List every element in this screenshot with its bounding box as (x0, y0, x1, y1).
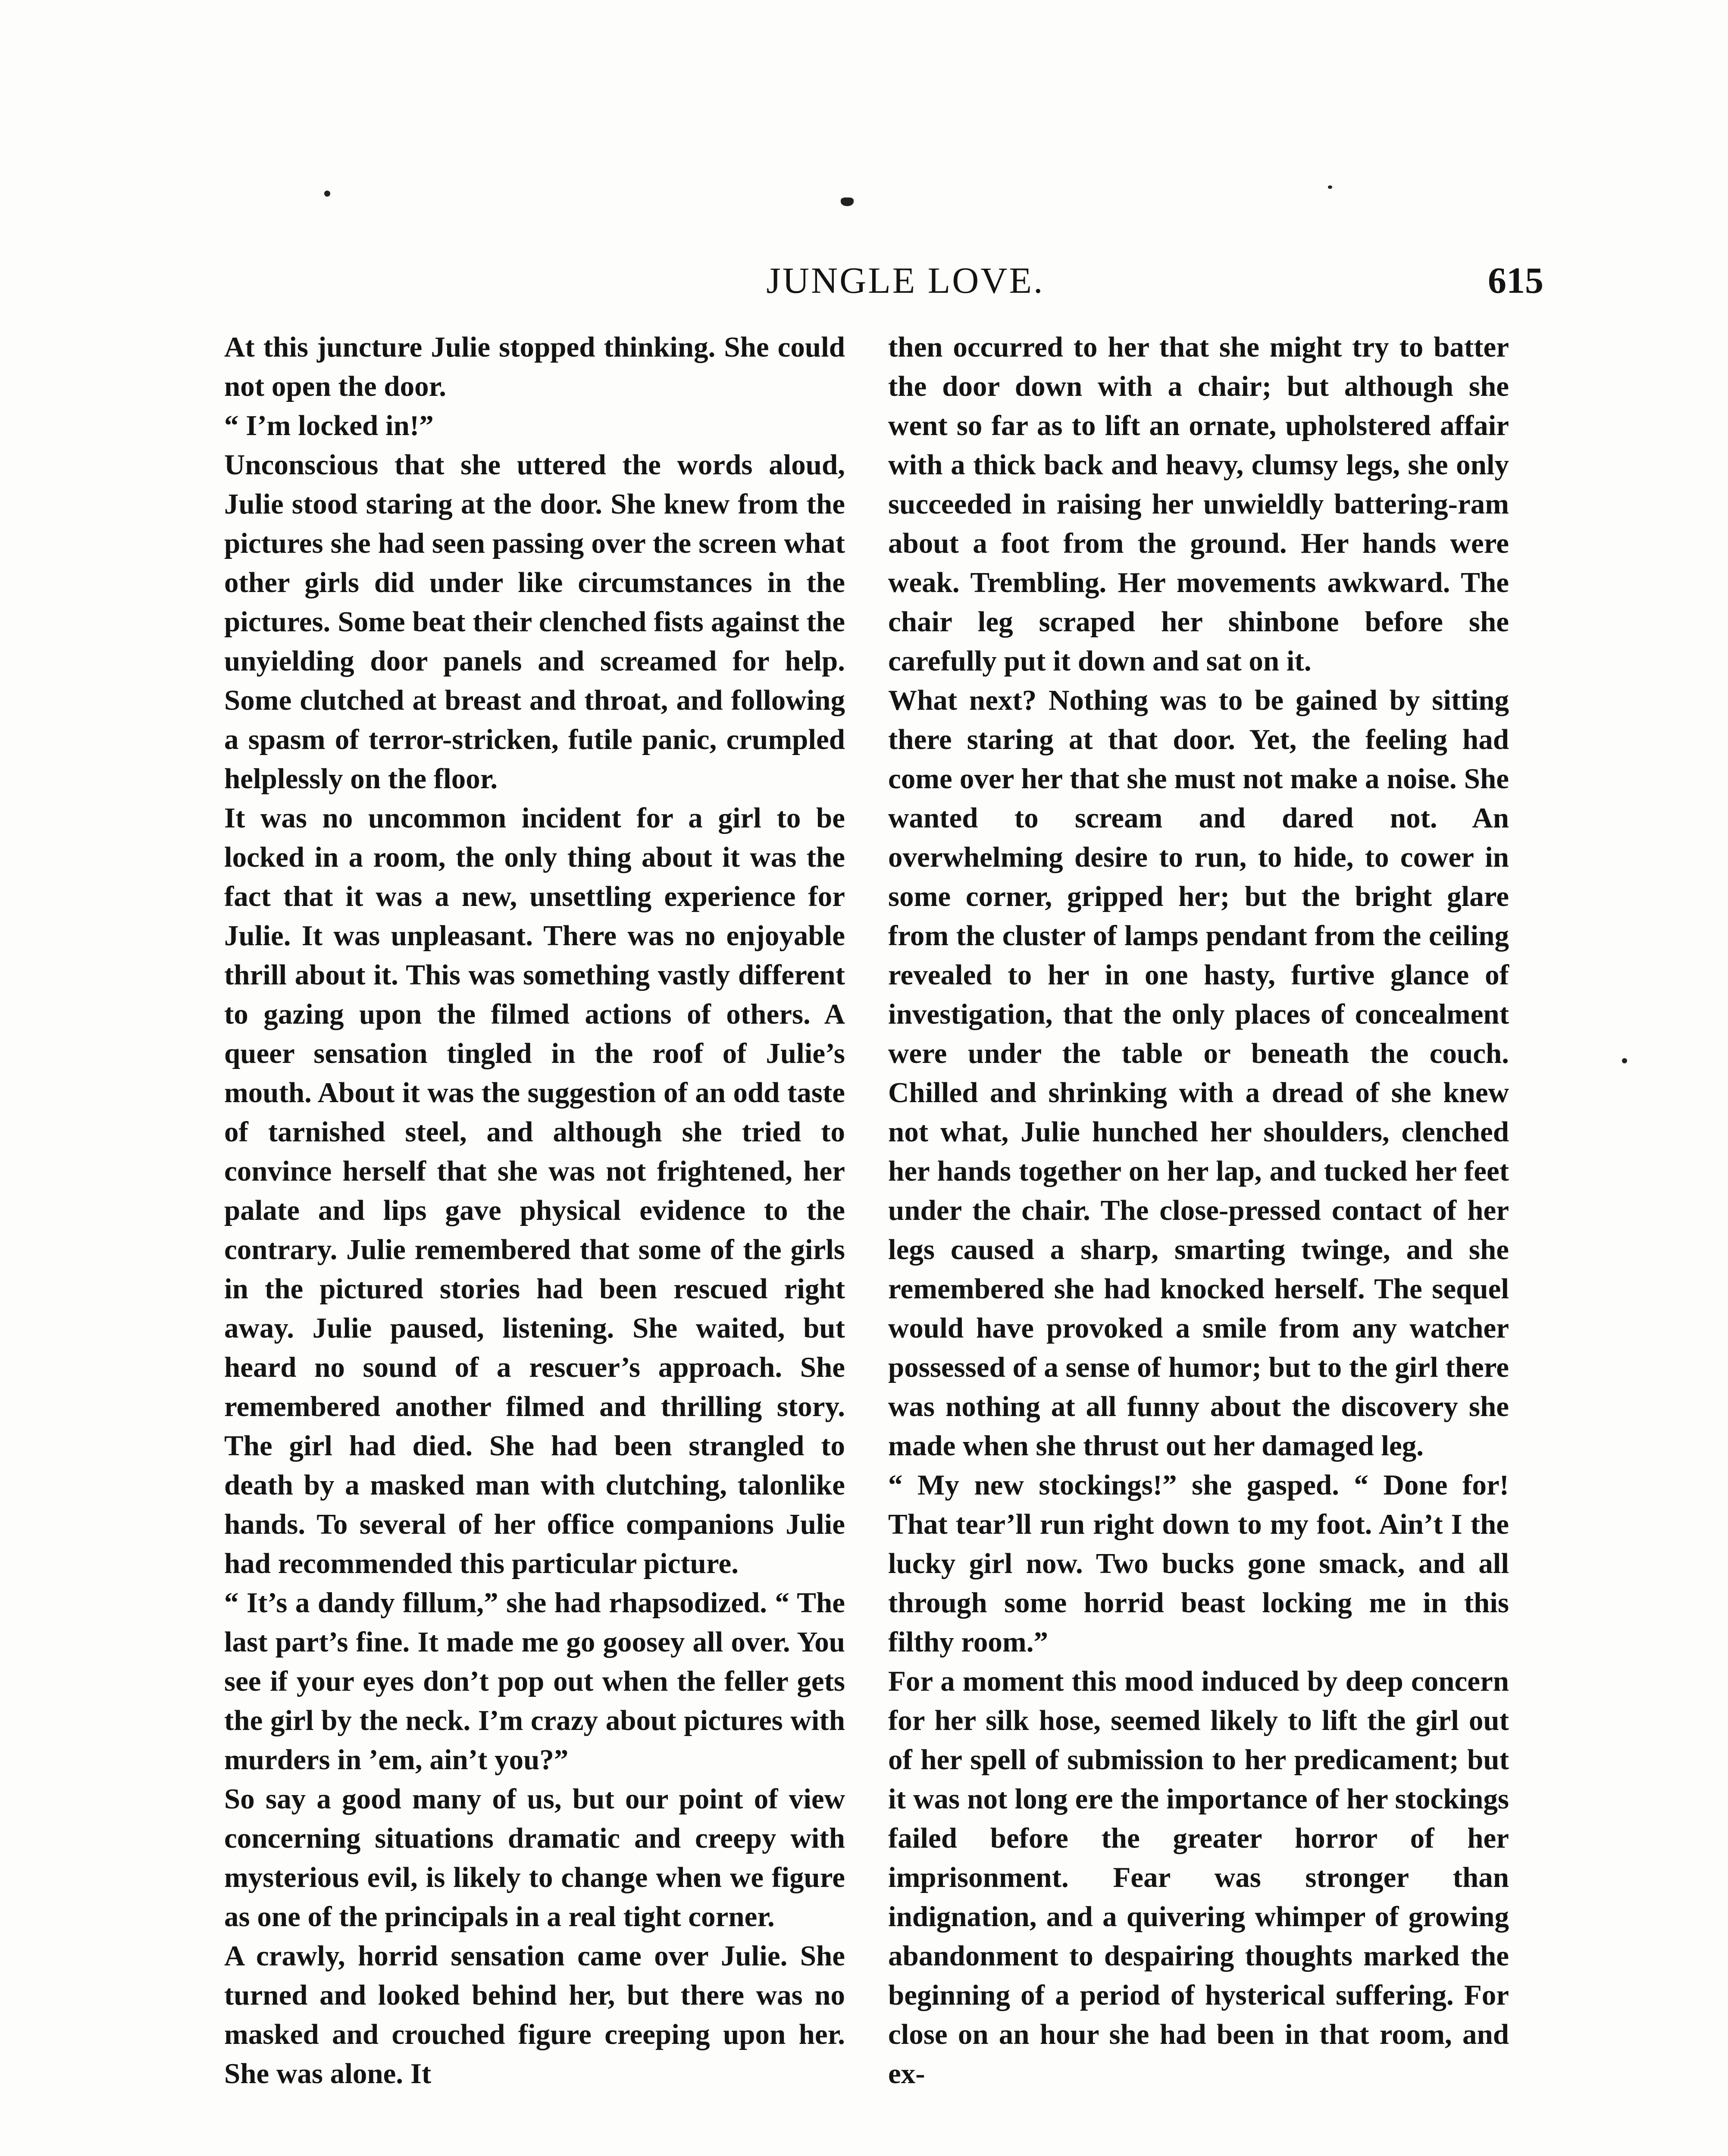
paragraph: It was no uncommon incident for a girl to be locked in a room, the only thing about it was the fact that it was a new, unsettling experience for Julie. It was unpleasant. There was no enjoyable thrill about it. This was something vastly different to gazing upon the filmed actions of others. A queer sensation tingled in the roof of Julie’s mouth. About it was the suggestion of an odd taste of tarnished steel, and although she tried to convince herself that she was not frightened, her palate and lips gave physical evidence to the contrary. Julie remembered that some of the girls in the pictured stories had been rescued right away. Julie paused, listening. She waited, but heard no sound of a rescuer’s approach. She remembered another filmed and thrilling story. The girl had died. She had been strangled to death by a masked man with clutching, talonlike hands. To several of her office companions Julie had recommended this particular picture. (224, 802, 845, 1579)
left-column (224, 328, 845, 2093)
paragraph: Unconscious that she uttered the words aloud, Julie stood staring at the door. She knew from the pictures she had seen passing over the screen what other girls did under like circumstances in the pictures. Some beat their clenched fists against the unyielding door panels and screamed for help. Some clutched at breast and throat, and following a spasm of terror-stricken, futile panic, crumpled helplessly on the floor. (224, 449, 845, 795)
paragraph: “ It’s a dandy fillum,” she had rhapsodized. “ The last part’s fine. It made me go goosey all over. You see if your eyes don’t pop out when the feller gets the girl by the neck. I’m crazy about pictures with murders in ’em, ain’t you?” (224, 1587, 845, 1776)
paragraph: “ I’m locked in!” (224, 410, 434, 442)
ink-speck (1622, 1058, 1627, 1063)
page-number: 615 (1488, 260, 1543, 301)
running-title: JUNGLE LOVE. (766, 260, 1045, 301)
paragraph: At this juncture Julie stopped thinking. She could not open the door. (224, 331, 845, 402)
paragraph: then occurred to her that she might try to batter the door down with a chair; but although she went so far as to lift an ornate, upholstered affair with a thick back and heavy, clumsy legs, she only succeeded in raising her unwieldly battering-ram about a foot from the ground. Her hands were weak. Trembling. Her movements awkward. The chair leg scraped her shinbone before she carefully put it down and sat on it. (888, 331, 1509, 677)
paragraph: What next? Nothing was to be gained by sitting there staring at that door. Yet, the feeling had come over her that she must not make a noise. She wanted to scream and dared not. An overwhelming desire to run, to hide, to cower in some corner, gripped her; but the bright glare from the cluster of lamps pendant from the ceiling revealed to her in one hasty, furtive glance of investigation, that the only places of concealment were under the table or beneath the couch. Chilled and shrinking with a dread of she knew not what, Julie hunched her shoulders, clenched her hands together on her lap, and tucked her feet under the chair. The close-pressed contact of her legs caused a sharp, smarting twinge, and she remembered she had knocked herself. The sequel would have provoked a smile from any watcher possessed of a sense of humor; but to the girl there was nothing at all funny about the discovery she made when she thrust out her damaged leg. (888, 684, 1509, 1462)
ink-speck (324, 191, 330, 197)
paragraph: For a moment this mood induced by deep concern for her silk hose, seemed likely to lift the girl out of her spell of submission to her predicament; but it was not long ere the importance of her stockings failed before the greater horror of her imprisonment. Fear was stronger than indignation, and a quivering whimper of growing abandonment to despairing thoughts marked the beginning of a period of hysterical suffering. For close on an hour she had been in that room, and ex- (888, 1665, 1509, 2090)
ink-speck (841, 197, 854, 206)
page-header (224, 259, 1543, 310)
paragraph: “ My new stockings!” she gasped. “ Done for! That tear’ll run right down to my foot. Ain’t I the lucky girl now. Two bucks gone smack, and all through some horrid beast locking me in this filthy room.” (888, 1469, 1509, 1658)
right-column (888, 328, 1509, 2093)
paragraph: So say a good many of us, but our point of view concerning situations dramatic and creepy with mysterious evil, is likely to change when we figure as one of the principals in a real tight corner. (224, 1783, 845, 1933)
paragraph: A crawly, horrid sensation came over Julie. She turned and looked behind her, but there was no masked and crouched figure creeping upon her. She was alone. It (224, 1940, 845, 2090)
ink-speck (1328, 185, 1332, 189)
